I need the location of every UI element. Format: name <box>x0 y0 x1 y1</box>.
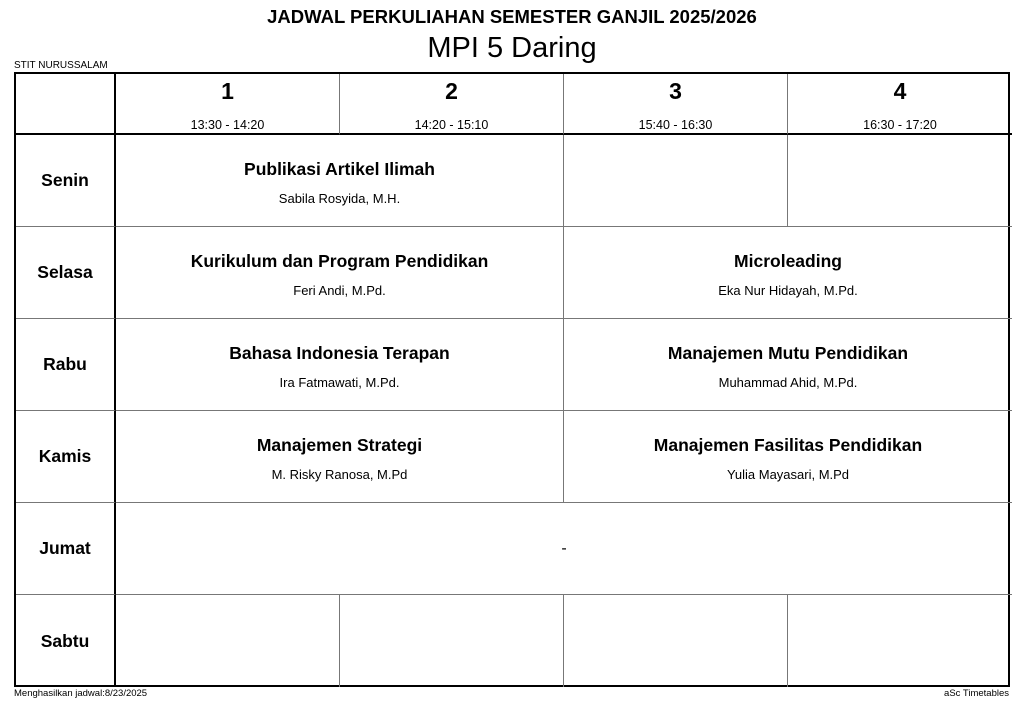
period-time: 15:40 - 16:30 <box>638 118 713 132</box>
lesson-teacher: M. Risky Ranosa, M.Pd <box>271 467 408 482</box>
period-header-1 <box>116 74 340 135</box>
lesson-subject: Publikasi Artikel Ilimah <box>244 159 435 179</box>
lesson-subject: Manajemen Strategi <box>256 435 423 455</box>
lesson-subject: Kurikulum dan Program Pendidikan <box>190 251 489 271</box>
empty-slot <box>788 135 1012 227</box>
lesson-subject: Microleading <box>734 251 842 271</box>
lesson-subject: Manajemen Fasilitas Pendidikan <box>653 435 923 455</box>
lesson-card[interactable] <box>564 411 1012 503</box>
software-credit: aSc Timetables <box>944 688 1009 699</box>
empty-slot <box>564 595 788 687</box>
day-label-rabu: Rabu <box>16 319 116 411</box>
day-label-jumat: Jumat <box>16 503 116 595</box>
period-header-2 <box>340 74 564 135</box>
empty-slot <box>788 595 1012 687</box>
lesson-subject: Bahasa Indonesia Terapan <box>229 343 450 363</box>
day-label-selasa: Selasa <box>16 227 116 319</box>
institution-name: STIT NURUSSALAM <box>14 60 108 71</box>
period-number: 3 <box>669 78 682 104</box>
period-header-3 <box>564 74 788 135</box>
empty-slot <box>116 595 340 687</box>
lesson-teacher: Feri Andi, M.Pd. <box>293 283 386 298</box>
lesson-card[interactable] <box>116 319 564 411</box>
lesson-teacher: Yulia Mayasari, M.Pd <box>726 467 850 482</box>
period-time: 14:20 - 15:10 <box>414 118 489 132</box>
no-class-cell <box>116 503 1012 595</box>
class-name: MPI 5 Daring <box>427 32 597 64</box>
timetable-grid <box>14 72 1010 687</box>
lesson-card[interactable] <box>564 319 1012 411</box>
period-number: 2 <box>445 78 458 104</box>
lesson-teacher: Sabila Rosyida, M.H. <box>278 191 401 206</box>
generated-date: Menghasilkan jadwal:8/23/2025 <box>14 688 148 699</box>
lesson-card[interactable] <box>116 411 564 503</box>
lesson-card[interactable] <box>116 135 564 227</box>
lesson-teacher: Ira Fatmawati, M.Pd. <box>279 375 400 390</box>
lesson-card[interactable] <box>116 227 564 319</box>
period-header-4 <box>788 74 1012 135</box>
day-label-kamis: Kamis <box>16 411 116 503</box>
day-label-senin: Senin <box>16 135 116 227</box>
lesson-card[interactable] <box>564 227 1012 319</box>
period-number: 1 <box>221 78 234 104</box>
corner-cell <box>16 74 116 135</box>
period-time: 13:30 - 14:20 <box>190 118 265 132</box>
period-time: 16:30 - 17:20 <box>863 118 937 132</box>
period-number: 4 <box>893 78 907 104</box>
lesson-subject: Manajemen Mutu Pendidikan <box>667 343 909 363</box>
no-class-dash: - <box>561 539 567 557</box>
day-label-sabtu: Sabtu <box>16 595 116 687</box>
empty-slot <box>564 135 788 227</box>
schedule-title: JADWAL PERKULIAHAN SEMESTER GANJIL 2025/2026 <box>267 6 757 27</box>
lesson-teacher: Eka Nur Hidayah, M.Pd. <box>718 283 858 298</box>
empty-slot <box>340 595 564 687</box>
lesson-teacher: Muhammad Ahid, M.Pd. <box>718 375 858 390</box>
